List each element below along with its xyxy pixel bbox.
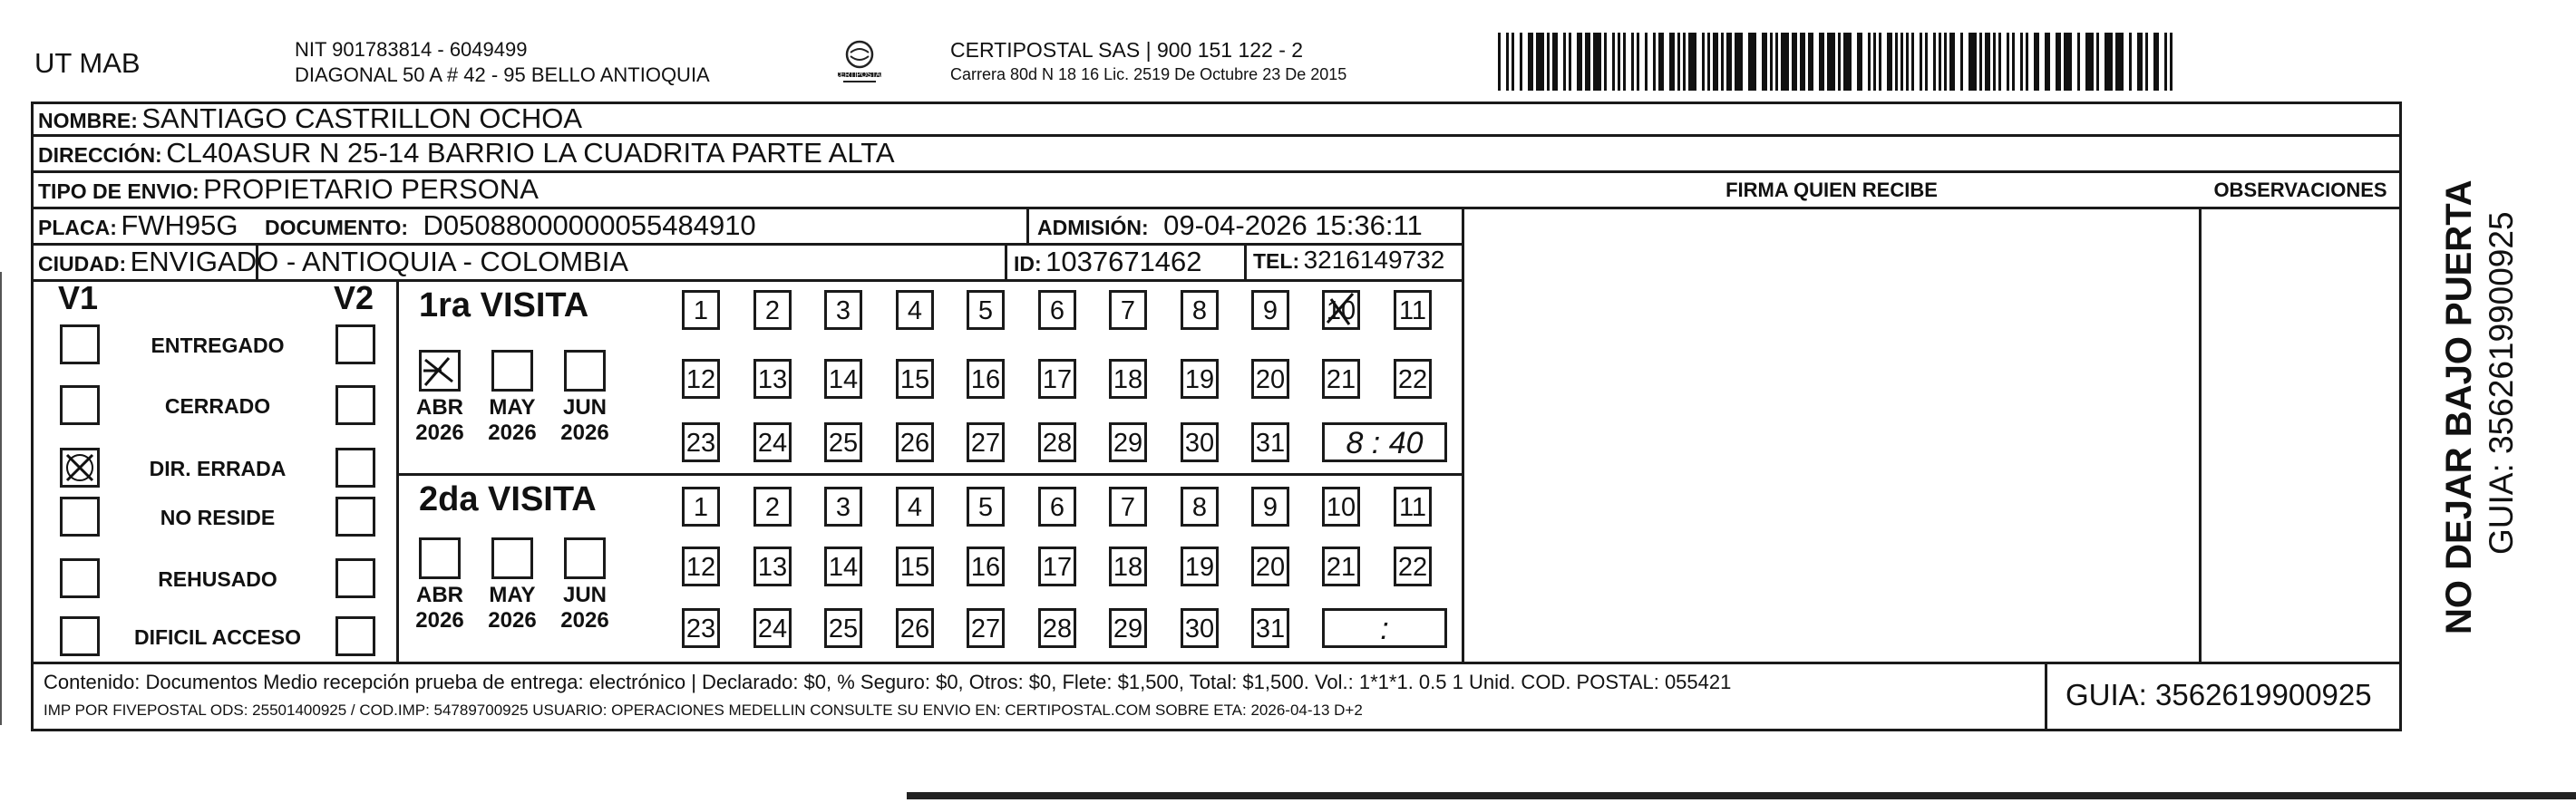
second-visit-day-12[interactable]: 12 <box>682 547 720 586</box>
v2-checkbox[interactable] <box>335 616 375 656</box>
first-visit-month-checkbox[interactable] <box>419 350 461 392</box>
license-line: Carrera 80d N 18 16 Lic. 2519 De Octubre 23 De 2015 <box>950 65 1347 83</box>
status-label: CERRADO <box>164 394 271 418</box>
second-visit-day-31[interactable]: 31 <box>1251 608 1289 648</box>
first-visit-month-label: MAY 2026 <box>488 395 537 445</box>
footer-contents: Contenido: Documentos Medio recepción prueba de entrega: electrónico | Declarado: $0, % Seguro: $0, Otros: $0, Flete: $1,500, Total: $1,500. Vol.: 1*1*1. 0.5 1 Unid. COD. POSTAL: 055421 <box>44 671 1732 693</box>
ciudad-value: ENVIGADO - ANTIOQUIA - COLOMBIA <box>130 246 629 277</box>
second-visit-day-30[interactable]: 30 <box>1181 608 1219 648</box>
second-visit-day-23[interactable]: 23 <box>682 608 720 648</box>
tel-cell <box>1253 246 1444 275</box>
second-visit-time-box[interactable]: : <box>1322 608 1447 648</box>
first-visit-month-label: ABR 2026 <box>415 395 464 445</box>
id-label: ID: <box>1014 252 1042 276</box>
barcode <box>1498 33 2178 91</box>
second-visit-day-7[interactable]: 7 <box>1109 487 1147 527</box>
first-visit-month-checkbox[interactable] <box>491 350 533 392</box>
direccion-value: CL40ASUR N 25-14 BARRIO LA CUADRITA PARTE ALTA <box>166 137 895 169</box>
v1-checkbox[interactable] <box>60 324 100 364</box>
documento-label: DOCUMENTO: <box>265 216 409 239</box>
second-visit-month-label: ABR 2026 <box>415 583 464 633</box>
status-label: DIR. ERRADA <box>149 457 287 480</box>
second-visit-day-1[interactable]: 1 <box>682 487 720 527</box>
second-visit-title: 2da VISITA <box>419 480 597 518</box>
first-visit-day-5[interactable]: 5 <box>967 290 1005 330</box>
second-visit-day-29[interactable]: 29 <box>1109 608 1147 648</box>
tel-label: TEL: <box>1253 249 1300 273</box>
side-guia: GUIA: 3562619900925 <box>2483 211 2520 555</box>
certipostal-logo <box>832 36 887 91</box>
id-cell <box>1014 246 1202 278</box>
first-visit-day-12[interactable]: 12 <box>682 359 720 399</box>
ciudad-cell <box>38 246 628 278</box>
first-visit-day-24[interactable]: 24 <box>753 422 792 462</box>
placa-value: FWH95G <box>121 209 238 241</box>
logo-text: CERTIPOSTAL <box>834 73 885 78</box>
first-visit-day-10[interactable]: 10 <box>1322 290 1360 330</box>
first-visit-day-21[interactable]: 21 <box>1322 359 1360 399</box>
first-visit-day-30[interactable]: 30 <box>1181 422 1219 462</box>
second-visit-day-9[interactable]: 9 <box>1251 487 1289 527</box>
direccion-row <box>38 137 895 169</box>
firma-header: FIRMA QUIEN RECIBE <box>1725 179 1938 201</box>
second-visit-day-11[interactable]: 11 <box>1394 487 1432 527</box>
second-visit-day-21[interactable]: 21 <box>1322 547 1360 586</box>
first-visit-day-27[interactable]: 27 <box>967 422 1005 462</box>
second-visit-day-14[interactable]: 14 <box>824 547 862 586</box>
nombre-row <box>38 102 582 135</box>
second-visit-day-10[interactable]: 10 <box>1322 487 1360 527</box>
second-visit-day-2[interactable]: 2 <box>753 487 792 527</box>
first-visit-day-31[interactable]: 31 <box>1251 422 1289 462</box>
second-visit-day-3[interactable]: 3 <box>824 487 862 527</box>
left-edge <box>0 272 2 725</box>
first-visit-day-1[interactable]: 1 <box>682 290 720 330</box>
v1-header: V1 <box>58 279 99 316</box>
first-visit-day-29[interactable]: 29 <box>1109 422 1147 462</box>
first-visit-day-26[interactable]: 26 <box>896 422 934 462</box>
v1-checkbox[interactable] <box>60 497 100 537</box>
first-visit-month-label: JUN 2026 <box>560 395 609 445</box>
first-visit-title: 1ra VISITA <box>419 286 589 324</box>
second-visit-month-checkbox[interactable] <box>491 537 533 579</box>
v2-checkbox[interactable] <box>335 324 375 364</box>
second-visit-day-4[interactable]: 4 <box>896 487 934 527</box>
second-visit-day-13[interactable]: 13 <box>753 547 792 586</box>
direccion-label: DIRECCIÓN: <box>38 143 162 167</box>
second-visit-day-24[interactable]: 24 <box>753 608 792 648</box>
admision-label: ADMISIÓN: <box>1037 216 1149 239</box>
second-visit-month-checkbox[interactable] <box>564 537 606 579</box>
v1-checkbox[interactable] <box>60 558 100 598</box>
first-visit-day-23[interactable]: 23 <box>682 422 720 462</box>
second-visit-day-20[interactable]: 20 <box>1251 547 1289 586</box>
second-visit-day-22[interactable]: 22 <box>1394 547 1432 586</box>
first-visit-day-19[interactable]: 19 <box>1181 359 1219 399</box>
second-visit-day-19[interactable]: 19 <box>1181 547 1219 586</box>
nombre-value: SANTIAGO CASTRILLON OCHOA <box>141 102 583 134</box>
first-visit-day-7[interactable]: 7 <box>1109 290 1147 330</box>
first-visit-day-13[interactable]: 13 <box>753 359 792 399</box>
status-label: ENTREGADO <box>151 334 285 357</box>
v1-checkbox[interactable] <box>60 448 100 488</box>
placa-label: PLACA: <box>38 216 117 239</box>
first-visit-day-6[interactable]: 6 <box>1038 290 1076 330</box>
documento-cell <box>265 209 756 242</box>
second-visit-day-28[interactable]: 28 <box>1038 608 1076 648</box>
no-dejar-warning: NO DEJAR BAJO PUERTA <box>2439 179 2479 634</box>
admision-value: 09-04-2026 15:36:11 <box>1163 209 1423 241</box>
first-visit-day-25[interactable]: 25 <box>824 422 862 462</box>
status-label: NO RESIDE <box>160 506 276 529</box>
first-visit-day-17[interactable]: 17 <box>1038 359 1076 399</box>
second-visit-day-8[interactable]: 8 <box>1181 487 1219 527</box>
first-visit-day-8[interactable]: 8 <box>1181 290 1219 330</box>
second-visit-month-label: JUN 2026 <box>560 583 609 633</box>
first-visit-day-2[interactable]: 2 <box>753 290 792 330</box>
v2-checkbox[interactable] <box>335 558 375 598</box>
first-visit-month-checkbox[interactable] <box>564 350 606 392</box>
sender-address: DIAGONAL 50 A # 42 - 95 BELLO ANTIOQUIA <box>295 63 710 86</box>
company-name: UT MAB <box>34 47 141 79</box>
second-visit-day-17[interactable]: 17 <box>1038 547 1076 586</box>
tipo-value: PROPIETARIO PERSONA <box>203 173 539 205</box>
footer-imp: IMP POR FIVEPOSTAL ODS: 25501400925 / COD.IMP: 54789700925 USUARIO: OPERACIONES MEDELLIN CONSULTE SU ENVIO EN: CERTIPOSTAL.COM SOBRE ETA: 2026-04-13 D+2 <box>44 701 1363 719</box>
tipo-label: TIPO DE ENVIO: <box>38 179 199 203</box>
v2-checkbox[interactable] <box>335 497 375 537</box>
first-visit-day-4[interactable]: 4 <box>896 290 934 330</box>
v2-header: V2 <box>334 279 374 316</box>
observaciones-header: OBSERVACIONES <box>2213 179 2387 201</box>
id-value: 1037671462 <box>1045 246 1202 277</box>
first-visit-time-box[interactable]: 8 : 40 <box>1322 422 1447 462</box>
status-label: DIFICIL ACCESO <box>133 625 301 649</box>
second-visit-day-18[interactable]: 18 <box>1109 547 1147 586</box>
first-visit-day-20[interactable]: 20 <box>1251 359 1289 399</box>
v2-checkbox[interactable] <box>335 448 375 488</box>
second-visit-day-16[interactable]: 16 <box>967 547 1005 586</box>
ciudad-label: CIUDAD: <box>38 252 127 276</box>
placa-cell <box>38 209 238 242</box>
second-visit-month-checkbox[interactable] <box>419 537 461 579</box>
second-visit-day-25[interactable]: 25 <box>824 608 862 648</box>
first-visit-day-15[interactable]: 15 <box>896 359 934 399</box>
first-visit-day-9[interactable]: 9 <box>1251 290 1289 330</box>
courier-line: CERTIPOSTAL SAS | 900 151 122 - 2 <box>950 38 1304 62</box>
tel-value: 3216149732 <box>1303 246 1445 274</box>
first-visit-day-3[interactable]: 3 <box>824 290 862 330</box>
first-visit-day-18[interactable]: 18 <box>1109 359 1147 399</box>
nombre-label: NOMBRE: <box>38 109 138 132</box>
second-visit-day-5[interactable]: 5 <box>967 487 1005 527</box>
second-visit-day-15[interactable]: 15 <box>896 547 934 586</box>
first-visit-day-14[interactable]: 14 <box>824 359 862 399</box>
second-visit-day-26[interactable]: 26 <box>896 608 934 648</box>
first-visit-day-16[interactable]: 16 <box>967 359 1005 399</box>
first-visit-day-11[interactable]: 11 <box>1394 290 1432 330</box>
first-visit-day-22[interactable]: 22 <box>1394 359 1432 399</box>
second-visit-day-6[interactable]: 6 <box>1038 487 1076 527</box>
status-label: REHUSADO <box>158 567 277 591</box>
v1-checkbox[interactable] <box>60 616 100 656</box>
nit-line: NIT 901783814 - 6049499 <box>295 38 528 61</box>
v2-checkbox[interactable] <box>335 385 375 425</box>
second-visit-month-label: MAY 2026 <box>488 583 537 633</box>
first-visit-day-28[interactable]: 28 <box>1038 422 1076 462</box>
admision-cell <box>1037 209 1423 242</box>
documento-value: D05088000000055484910 <box>423 209 756 241</box>
bottom-rule <box>907 792 2576 799</box>
tipo-row <box>38 173 539 206</box>
v1-checkbox[interactable] <box>60 385 100 425</box>
second-visit-day-27[interactable]: 27 <box>967 608 1005 648</box>
footer-guia: GUIA: 3562619900925 <box>2066 678 2372 711</box>
